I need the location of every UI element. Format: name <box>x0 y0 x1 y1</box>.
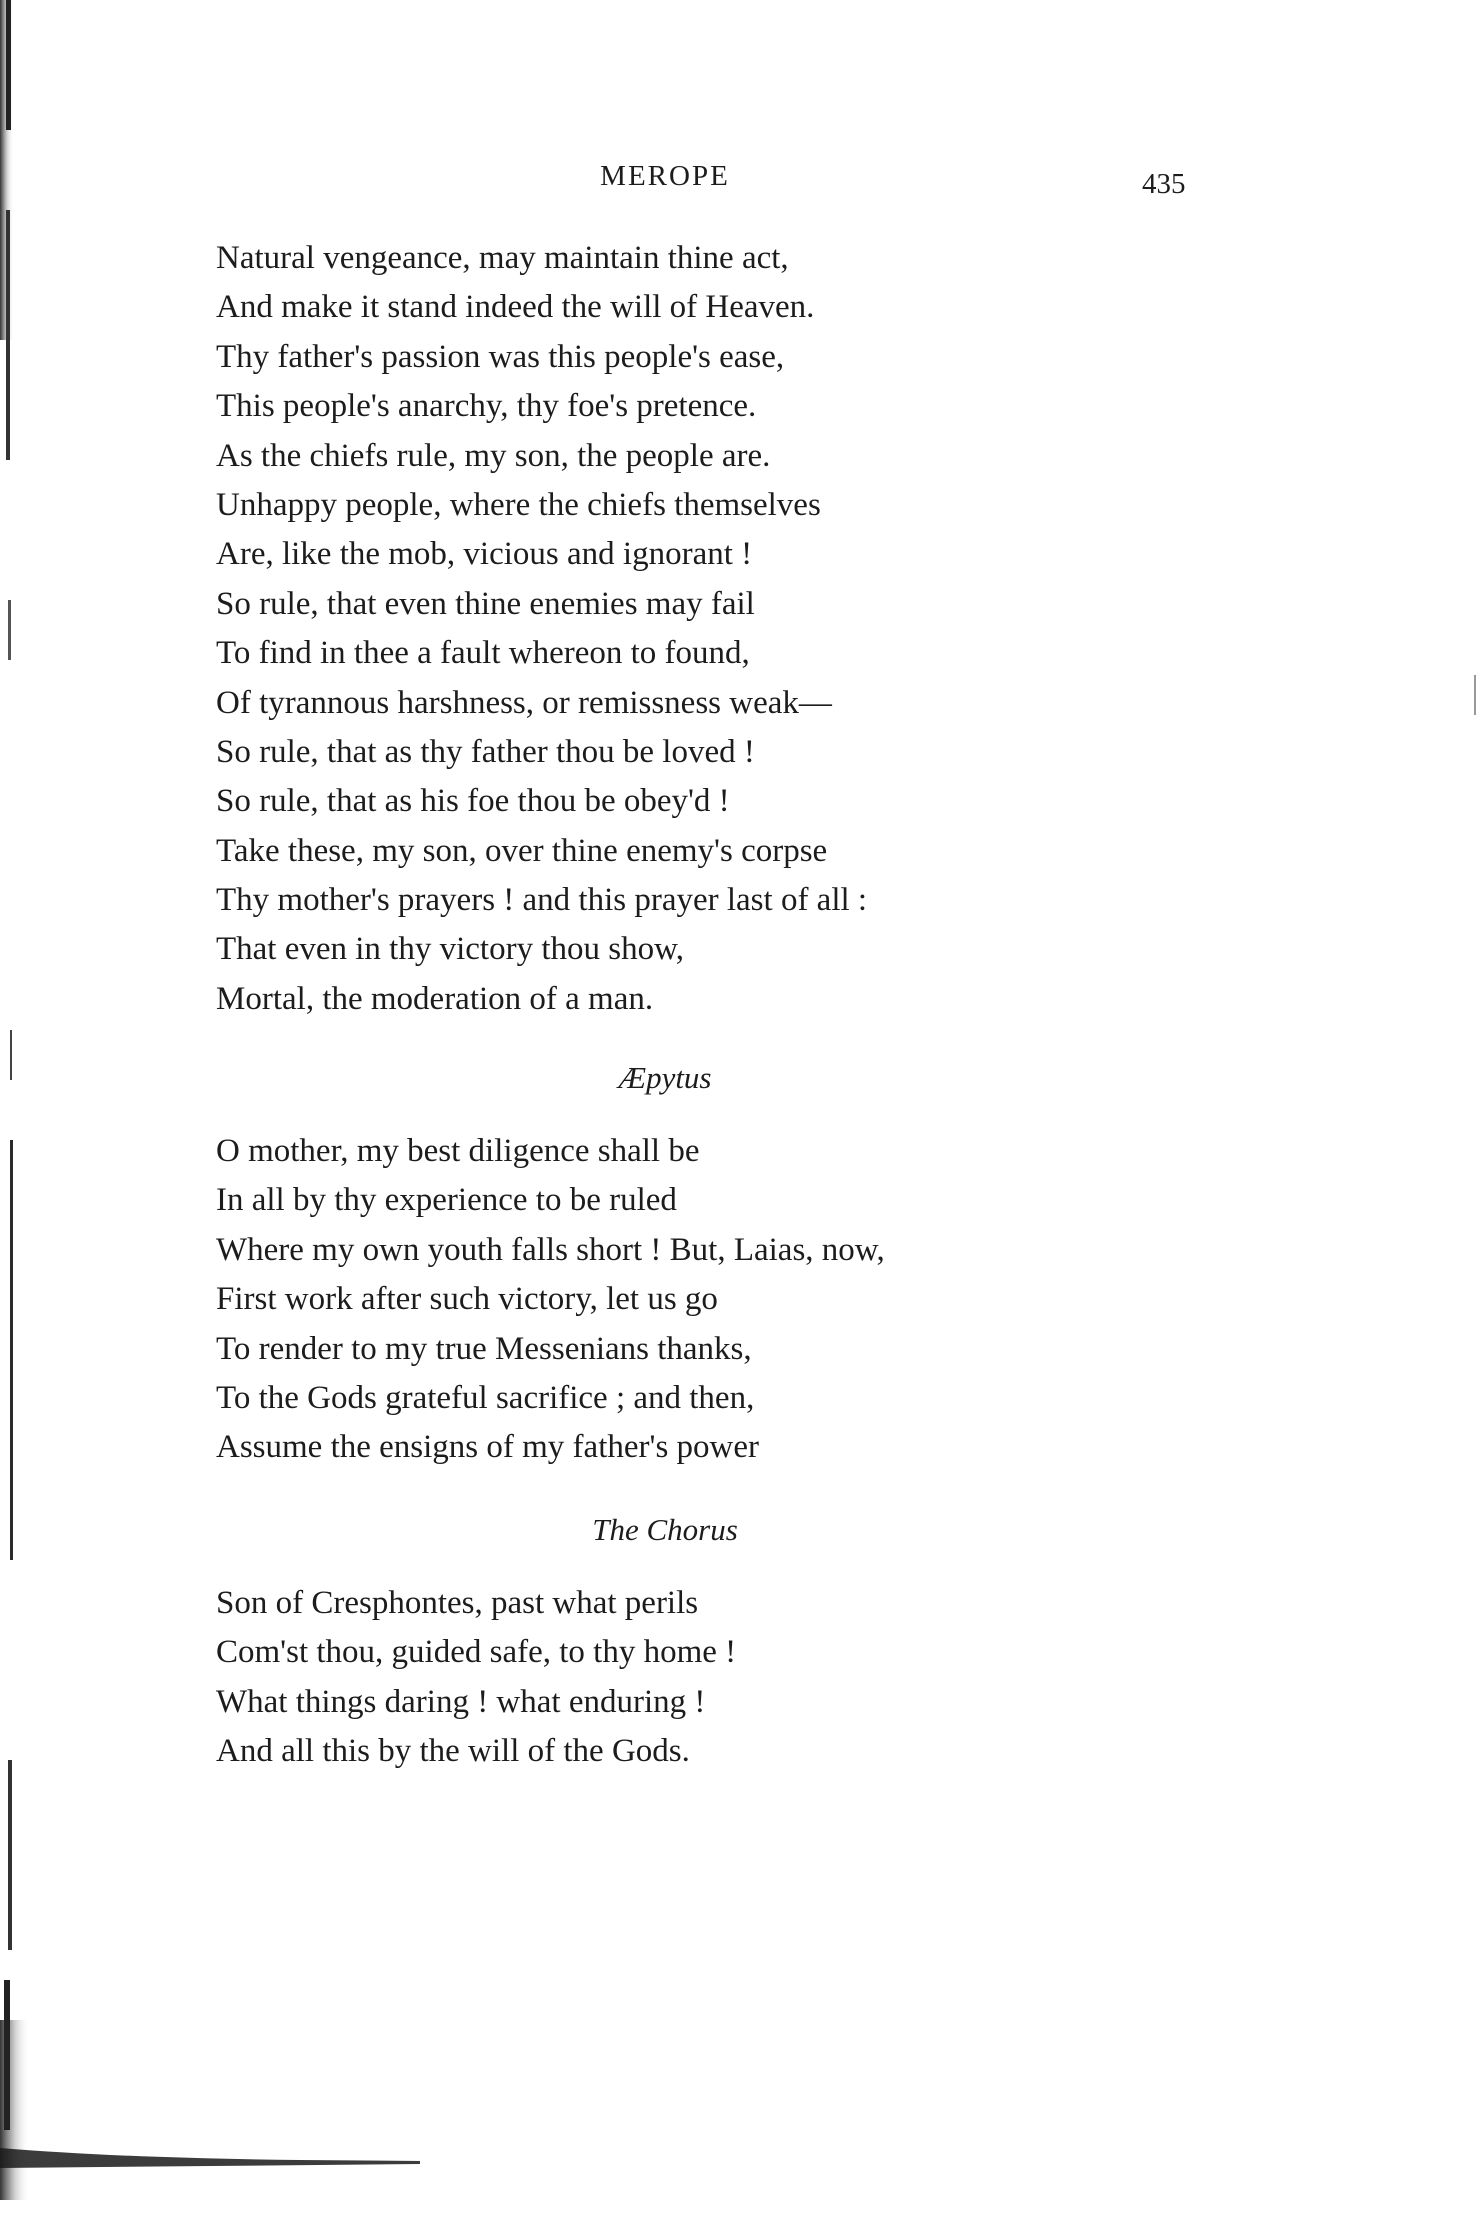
bottom-page-shadow <box>0 2140 420 2170</box>
speaker-heading-chorus: The Chorus <box>592 1512 738 1547</box>
verse-line: O mother, my best diligence shall be <box>216 1133 700 1169</box>
page-number: 435 <box>1142 168 1186 200</box>
stanza-chorus <box>216 1579 736 1777</box>
verse-line: So rule, that even thine enemies may fail <box>216 585 755 622</box>
stanza-aepytus <box>216 1127 885 1473</box>
verse-line: So rule, that as his foe thou be obey'd ! <box>216 783 730 820</box>
scan-artifact <box>1474 675 1476 715</box>
verse-line: Unhappy people, where the chiefs themselves <box>216 486 821 523</box>
verse-line: To the Gods grateful sacrifice ; and then, <box>216 1379 755 1416</box>
verse-line: Take these, my son, over thine enemy's corpse <box>216 832 828 869</box>
verse-line: Thy mother's prayers ! and this prayer last of all : <box>216 882 868 919</box>
verse-line: Natural vengeance, may maintain thine act, <box>216 240 789 276</box>
verse-line: To find in thee a fault whereon to found, <box>216 635 750 672</box>
verse-line: And make it stand indeed the will of Heaven. <box>216 289 815 326</box>
verse-line: First work after such victory, let us go <box>216 1281 718 1318</box>
verse-line: Assume the ensigns of my father's power <box>216 1429 760 1466</box>
verse-line: Mortal, the moderation of a man. <box>216 980 654 1017</box>
verse-line: Where my own youth falls short ! But, Laias, now, <box>216 1231 885 1268</box>
verse-line: This people's anarchy, thy foe's pretence. <box>216 388 757 425</box>
binding-shadow <box>0 0 50 2220</box>
verse-line: Of tyrannous harshness, or remissness weak— <box>216 684 832 721</box>
verse-line: Thy father's passion was this people's ease, <box>216 338 785 375</box>
verse-line: Son of Cresphontes, past what perils <box>216 1585 699 1621</box>
speaker-heading-aepytus: Æpytus <box>618 1060 712 1095</box>
verse-line: That even in thy victory thou show, <box>216 931 685 968</box>
verse-line: In all by thy experience to be ruled <box>216 1182 677 1219</box>
verse-line: To render to my true Messenians thanks, <box>216 1330 752 1367</box>
verse-line: What things daring ! what enduring ! <box>216 1683 706 1720</box>
verse-line: So rule, that as thy father thou be loved ! <box>216 733 755 770</box>
verse-line: As the chiefs rule, my son, the people are. <box>216 437 771 474</box>
stanza-merope <box>216 234 867 1024</box>
verse-line: Com'st thou, guided safe, to thy home ! <box>216 1634 737 1671</box>
verse-line: And all this by the will of the Gods. <box>216 1733 690 1770</box>
running-title: MEROPE <box>600 160 730 192</box>
verse-line: Are, like the mob, vicious and ignorant ! <box>216 536 753 573</box>
